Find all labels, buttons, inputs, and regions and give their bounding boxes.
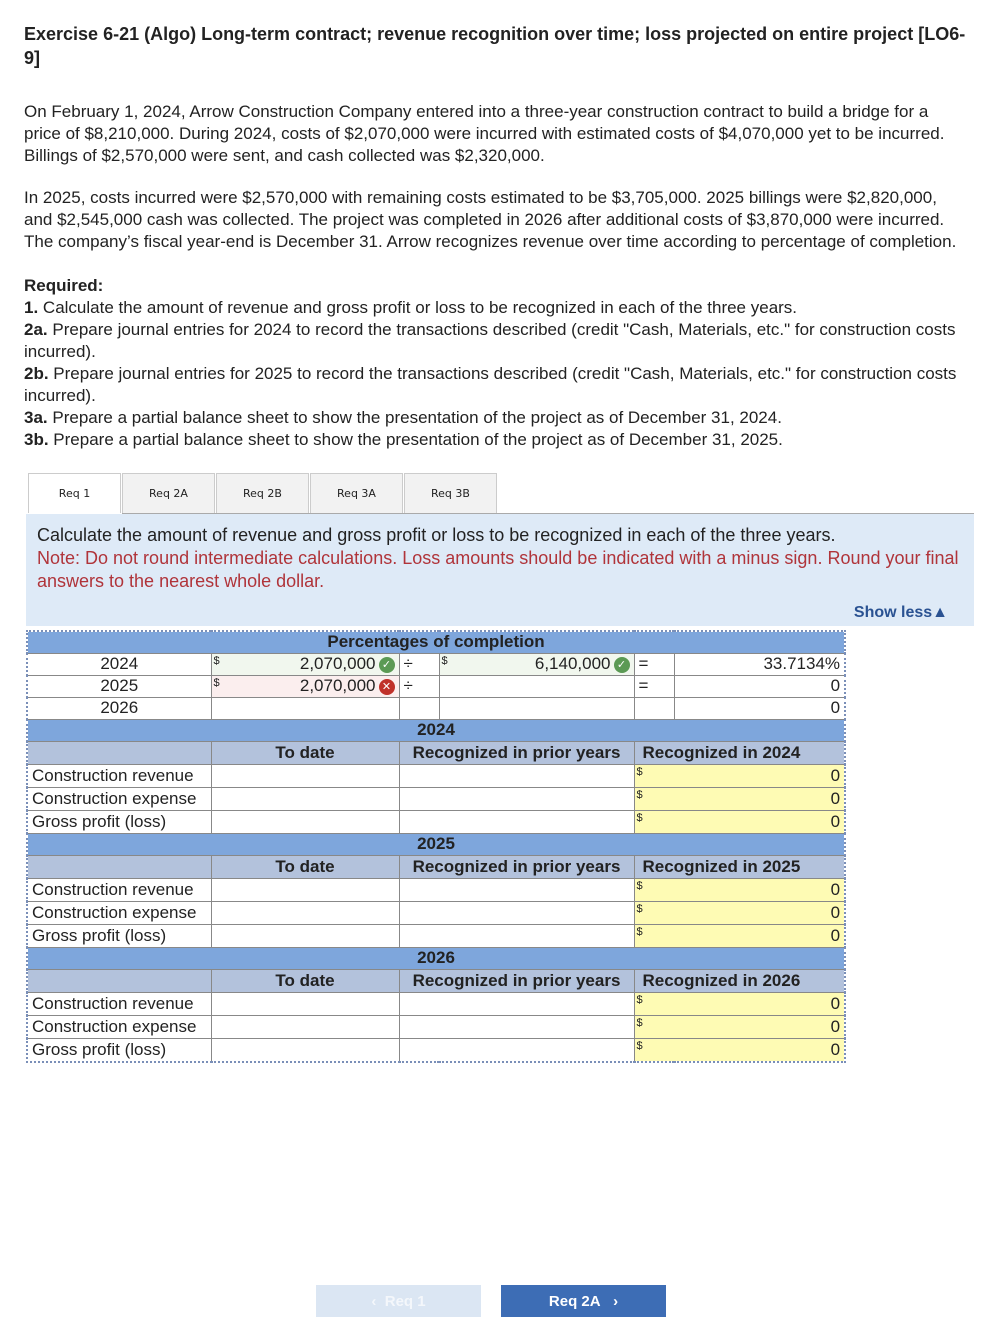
row-label: Gross profit (loss) — [27, 924, 211, 947]
pct-header: Percentages of completion — [27, 631, 845, 653]
requirement-text: Calculate the amount of revenue and gross profit or loss to be recognized in each of the three years. — [42, 298, 798, 317]
pct-total-cost-input[interactable] — [439, 675, 634, 697]
current-year-amount: 0 — [830, 879, 841, 899]
exercise-title: Exercise 6-21 (Algo) Long-term contract; revenue recognition over time; loss projected on entire project [LO6-9] — [24, 24, 966, 68]
statement-row — [27, 787, 845, 810]
tab-req-3b[interactable]: Req 3B — [404, 473, 497, 513]
pct-total-cost-input[interactable] — [439, 697, 634, 719]
dollar-sign: $ — [636, 765, 643, 778]
divide-sign: ÷ — [399, 653, 439, 675]
prior-years-input[interactable] — [399, 1015, 634, 1038]
statement-row — [27, 992, 845, 1015]
to-date-input[interactable] — [211, 992, 399, 1015]
dollar-sign: $ — [636, 788, 643, 801]
problem-paragraph-1: On February 1, 2024, Arrow Construction Company entered into a three-year construction contract to build a bridge for a price of $8,210,000. During 2024, costs of $2,070,000 were incurred with estimated costs of $4,070,000 yet to be incurred. Billings of $2,570,000 were sent, and cash collected was $2,320,000. — [24, 102, 945, 165]
statement-row — [27, 1038, 845, 1062]
requirement-number: 1. — [24, 298, 39, 317]
current-year-header: Recognized in 2025 — [634, 855, 845, 878]
statement-row — [27, 810, 845, 833]
dollar-sign: $ — [636, 993, 643, 1006]
incorrect-x-icon: ✕ — [379, 679, 395, 695]
requirement-item — [24, 319, 964, 363]
current-year-value — [634, 1038, 845, 1062]
current-year-value — [634, 810, 845, 833]
revenue-worksheet — [26, 630, 846, 1063]
tab-req-1[interactable]: Req 1 — [28, 473, 121, 513]
pct-result: 33.7134% — [674, 653, 845, 675]
to-date-input[interactable] — [211, 1038, 399, 1062]
dollar-sign: $ — [441, 654, 448, 667]
pct-result: 0 — [674, 697, 845, 719]
row-label: Construction expense — [27, 1015, 211, 1038]
instructions-panel — [26, 514, 974, 626]
pct-result: 0 — [674, 675, 845, 697]
row-label: Construction expense — [27, 901, 211, 924]
dollar-sign: $ — [636, 902, 643, 915]
prior-years-input[interactable] — [399, 787, 634, 810]
current-year-header: Recognized in 2026 — [634, 969, 845, 992]
to-date-input[interactable] — [211, 764, 399, 787]
row-label: Construction revenue — [27, 992, 211, 1015]
to-date-header: To date — [211, 741, 399, 764]
next-req-button[interactable] — [501, 1285, 666, 1317]
pct-costs-to-date-input[interactable] — [211, 675, 399, 697]
pct-row — [27, 653, 845, 675]
current-year-amount: 0 — [830, 902, 841, 922]
current-year-header: Recognized in 2024 — [634, 741, 845, 764]
requirement-text: Prepare a partial balance sheet to show the presentation of the project as of December 31, 2025. — [53, 430, 783, 449]
next-label: Req 2A — [548, 1292, 601, 1310]
prior-years-input[interactable] — [399, 764, 634, 787]
current-year-value — [634, 787, 845, 810]
blank-header — [27, 969, 211, 992]
requirement-text: Prepare journal entries for 2025 to record the transactions described (credit "Cash, Materials, etc." for construction costs incurred). — [24, 364, 957, 405]
requirement-number: 2b. — [24, 364, 49, 383]
current-year-amount: 0 — [830, 1016, 841, 1036]
statement-row — [27, 1015, 845, 1038]
dollar-sign: $ — [213, 654, 220, 667]
year-header: 2025 — [27, 833, 845, 855]
correct-check-icon: ✓ — [614, 657, 630, 673]
row-label: Construction revenue — [27, 878, 211, 901]
dollar-sign: $ — [636, 879, 643, 892]
requirement-item — [24, 429, 964, 451]
current-year-amount: 0 — [830, 993, 841, 1013]
pct-year: 2025 — [27, 675, 211, 697]
row-label: Gross profit (loss) — [27, 810, 211, 833]
to-date-header: To date — [211, 969, 399, 992]
pct-costs-to-date-value: 2,070,000 — [299, 676, 376, 695]
requirement-number: 3b. — [24, 430, 49, 449]
current-year-amount: 0 — [830, 788, 841, 808]
year-header: 2024 — [27, 719, 845, 741]
tab-req-2b[interactable]: Req 2B — [216, 473, 309, 513]
prior-years-header: Recognized in prior years — [399, 855, 634, 878]
requirement-number: 2a. — [24, 320, 48, 339]
year-header: 2026 — [27, 947, 845, 969]
to-date-input[interactable] — [211, 1015, 399, 1038]
pct-total-cost-input[interactable] — [439, 653, 634, 675]
tab-req-3a[interactable]: Req 3A — [310, 473, 403, 513]
statement-row — [27, 878, 845, 901]
prior-years-input[interactable] — [399, 810, 634, 833]
dollar-sign: $ — [213, 676, 220, 689]
blank-header — [27, 855, 211, 878]
dollar-sign: $ — [636, 1039, 643, 1052]
requirement-text: Prepare journal entries for 2024 to record the transactions described (credit "Cash, Materials, etc." for construction costs incurred). — [24, 320, 956, 361]
current-year-value — [634, 992, 845, 1015]
dollar-sign: $ — [636, 925, 643, 938]
equals-sign: = — [634, 653, 674, 675]
prior-years-input[interactable] — [399, 1038, 634, 1062]
prev-req-button[interactable] — [316, 1285, 481, 1317]
to-date-input[interactable] — [211, 924, 399, 947]
pct-total-cost-value: 6,140,000 — [534, 654, 611, 673]
dollar-sign: $ — [636, 811, 643, 824]
prior-years-header: Recognized in prior years — [399, 969, 634, 992]
divide-sign — [399, 697, 439, 719]
requirement-item — [24, 297, 964, 319]
pct-row — [27, 697, 845, 719]
pct-year: 2024 — [27, 653, 211, 675]
chevron-left-icon: ‹ — [371, 1292, 385, 1310]
requirement-number: 3a. — [24, 408, 48, 427]
prior-years-input[interactable] — [399, 878, 634, 901]
to-date-input[interactable] — [211, 787, 399, 810]
to-date-input[interactable] — [211, 901, 399, 924]
current-year-value — [634, 764, 845, 787]
requirement-item — [24, 407, 964, 429]
dollar-sign: $ — [636, 1016, 643, 1029]
current-year-value — [634, 901, 845, 924]
current-year-value — [634, 924, 845, 947]
problem-paragraph-2: In 2025, costs incurred were $2,570,000 with remaining costs estimated to be $3,705,000. 2025 billings were $2,820,000, and $2,545,000 cash was collected. The project was completed in 2026 after additional costs of $3,870,000 were incurred. The company’s fiscal year-end is December 31. Arrow recognizes revenue over time according to percentage of completion. — [24, 188, 957, 251]
tab-req-2a[interactable]: Req 2A — [122, 473, 215, 513]
current-year-amount: 0 — [830, 925, 841, 945]
correct-check-icon: ✓ — [379, 657, 395, 673]
to-date-input[interactable] — [211, 810, 399, 833]
row-label: Construction revenue — [27, 764, 211, 787]
statement-row — [27, 901, 845, 924]
pct-year: 2026 — [27, 697, 211, 719]
instruction-note: Note: Do not round intermediate calculations. Loss amounts should be indicated with a minus sign. Round your final answers to the nearest whole dollar. — [37, 548, 959, 591]
show-less-link[interactable]: Show less▲ — [853, 604, 948, 621]
chevron-right-icon: › — [600, 1292, 619, 1310]
requirement-item — [24, 363, 964, 407]
to-date-header: To date — [211, 855, 399, 878]
requirement-text: Prepare a partial balance sheet to show the presentation of the project as of December 31, 2024. — [52, 408, 782, 427]
requirement-tabs — [28, 473, 498, 513]
current-year-amount: 0 — [830, 811, 841, 831]
pct-costs-to-date-input[interactable] — [211, 697, 399, 719]
to-date-input[interactable] — [211, 878, 399, 901]
current-year-amount: 0 — [830, 765, 841, 785]
pct-costs-to-date-input[interactable] — [211, 653, 399, 675]
pct-costs-to-date-value: 2,070,000 — [299, 654, 376, 673]
current-year-amount: 0 — [830, 1039, 841, 1059]
divide-sign: ÷ — [399, 675, 439, 697]
current-year-value — [634, 878, 845, 901]
required-label: Required: — [24, 276, 104, 295]
prev-label: Req 1 — [384, 1292, 426, 1310]
pct-row — [27, 675, 845, 697]
statement-row — [27, 924, 845, 947]
prior-years-header: Recognized in prior years — [399, 741, 634, 764]
instruction-text: Calculate the amount of revenue and gross profit or loss to be recognized in each of the three years. — [37, 525, 836, 545]
prior-years-input[interactable] — [399, 992, 634, 1015]
row-label: Gross profit (loss) — [27, 1038, 211, 1062]
blank-header — [27, 741, 211, 764]
equals-sign — [634, 697, 674, 719]
statement-row — [27, 764, 845, 787]
prior-years-input[interactable] — [399, 901, 634, 924]
current-year-value — [634, 1015, 845, 1038]
row-label: Construction expense — [27, 787, 211, 810]
equals-sign: = — [634, 675, 674, 697]
requirements — [24, 275, 964, 451]
prior-years-input[interactable] — [399, 924, 634, 947]
